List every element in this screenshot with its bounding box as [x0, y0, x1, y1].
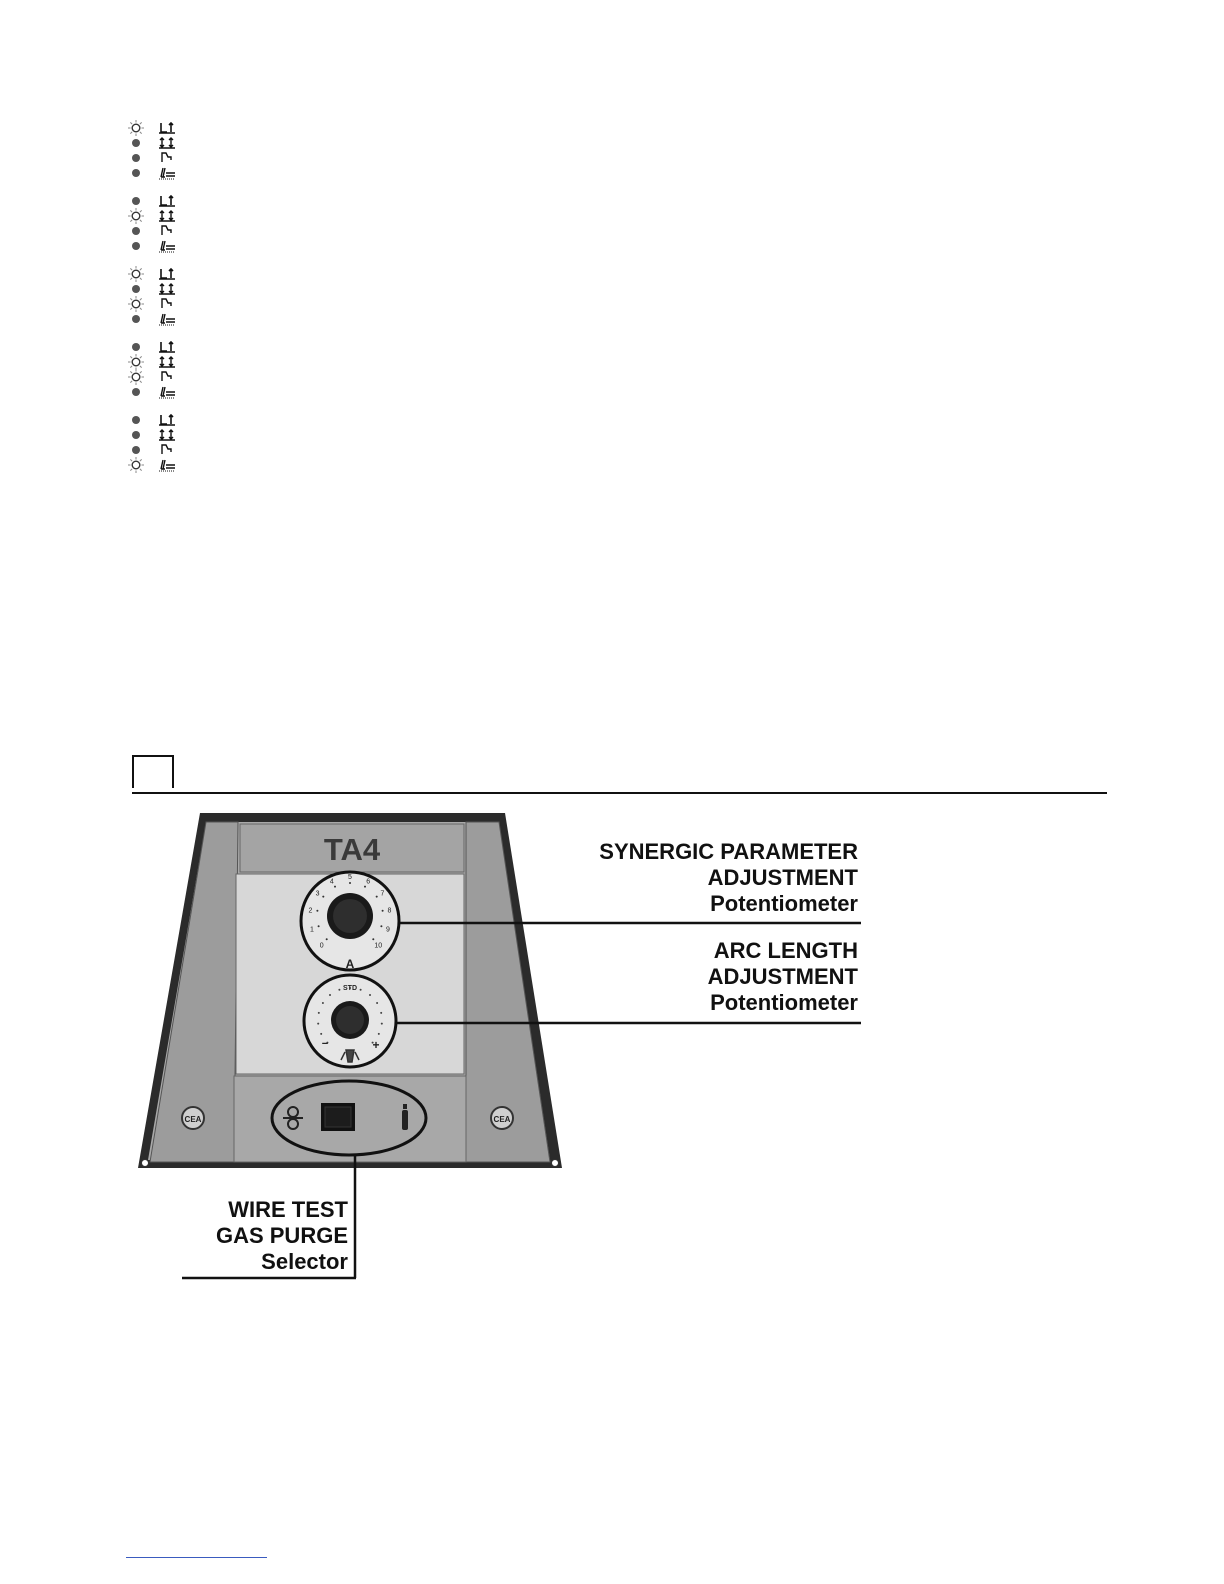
dial-tick — [322, 1002, 324, 1004]
dial-tick — [326, 938, 328, 940]
led-off-icon — [128, 384, 144, 400]
dial-tick — [376, 896, 378, 898]
dial-scale-label: 1 — [310, 926, 314, 934]
dial-tick — [349, 882, 351, 884]
torch-icon — [156, 166, 178, 179]
dial-scale-label: 7 — [380, 890, 385, 898]
torch-icon — [156, 385, 178, 398]
led-row — [128, 442, 188, 457]
led-group — [128, 266, 188, 326]
led-lit-icon — [128, 354, 144, 370]
torch-icon — [156, 239, 178, 252]
four-stroke-icon — [156, 428, 178, 441]
synergic-parameter-dial[interactable] — [301, 872, 399, 971]
dial-tick — [378, 1033, 380, 1035]
dial-tick — [372, 938, 374, 940]
dial-tick — [338, 989, 340, 991]
led-off-icon — [128, 135, 144, 151]
two-stroke-icon — [156, 267, 178, 280]
dial-tick — [364, 886, 366, 888]
spot-timer-icon — [156, 151, 178, 164]
led-row — [128, 238, 188, 253]
section-divider — [132, 792, 1107, 794]
dial-tick — [318, 925, 320, 927]
led-off-icon — [128, 412, 144, 428]
section-number-box — [132, 755, 174, 788]
two-stroke-icon — [156, 121, 178, 134]
dial-tick — [322, 896, 324, 898]
spot-timer-icon — [156, 297, 178, 310]
led-off-icon — [128, 442, 144, 458]
led-row — [128, 281, 188, 296]
four-stroke-icon — [156, 136, 178, 149]
dial-tick — [329, 994, 331, 996]
led-row — [128, 266, 188, 281]
led-lit-icon — [128, 120, 144, 136]
led-row — [128, 339, 188, 354]
led-row — [128, 208, 188, 223]
led-row — [128, 457, 188, 472]
led-row — [128, 135, 188, 150]
led-row — [128, 165, 188, 180]
led-row — [128, 120, 188, 135]
std-label: STD — [343, 985, 357, 992]
led-row — [128, 223, 188, 238]
dial-tick — [317, 1023, 319, 1025]
spot-timer-icon — [156, 370, 178, 383]
led-group — [128, 412, 188, 472]
dial-scale-label: 6 — [366, 878, 371, 886]
dial-scale-label: 0 — [319, 942, 324, 950]
led-row — [128, 150, 188, 165]
led-group — [128, 339, 188, 399]
svg-text:CEA: CEA — [493, 1115, 511, 1124]
dial-tick — [380, 925, 382, 927]
cea-logo-left — [182, 1107, 204, 1129]
minus-label: − — [321, 1038, 329, 1050]
led-row — [128, 427, 188, 442]
led-row — [128, 354, 188, 369]
led-lit-icon — [128, 296, 144, 312]
four-stroke-icon — [156, 209, 178, 222]
led-lit-icon — [128, 266, 144, 282]
arc-length-label: ARC LENGTH ADJUSTMENT Potentiometer — [707, 938, 858, 1015]
led-lit-icon — [128, 369, 144, 385]
led-group — [128, 193, 188, 253]
spot-timer-icon — [156, 224, 178, 237]
dial-unit-label: A — [345, 957, 355, 971]
led-lit-icon — [128, 457, 144, 473]
two-stroke-icon — [156, 340, 178, 353]
led-off-icon — [128, 193, 144, 209]
led-lit-icon — [128, 208, 144, 224]
dial-tick — [369, 994, 371, 996]
dial-tick — [318, 1012, 320, 1014]
led-off-icon — [128, 281, 144, 297]
spot-timer-icon — [156, 443, 178, 456]
dial-tick — [376, 1002, 378, 1004]
led-row — [128, 296, 188, 311]
two-stroke-icon — [156, 194, 178, 207]
dial-scale-label: 10 — [374, 942, 383, 950]
dial-tick — [334, 886, 336, 888]
dial-tick — [381, 1023, 383, 1025]
led-row — [128, 193, 188, 208]
dial-tick — [320, 1033, 322, 1035]
dial-scale-label: 8 — [387, 907, 392, 915]
torch-icon — [156, 312, 178, 325]
led-off-icon — [128, 311, 144, 327]
four-stroke-icon — [156, 355, 178, 368]
dial-scale-label: 4 — [329, 878, 334, 886]
led-row — [128, 384, 188, 399]
dial-tick — [316, 910, 318, 912]
arc-length-dial[interactable] — [304, 975, 396, 1067]
dial-tick — [360, 989, 362, 991]
led-row — [128, 412, 188, 427]
dial-scale-label: 9 — [386, 926, 390, 934]
dial-scale-label: 2 — [308, 907, 313, 915]
torch-icon — [156, 458, 178, 471]
led-off-icon — [128, 165, 144, 181]
led-off-icon — [128, 223, 144, 239]
dial-tick — [380, 1012, 382, 1014]
dial-scale-label: 5 — [348, 874, 352, 881]
svg-text:CEA: CEA — [184, 1115, 202, 1124]
two-stroke-icon — [156, 413, 178, 426]
led-legend — [128, 120, 188, 485]
four-stroke-icon — [156, 282, 178, 295]
led-off-icon — [128, 427, 144, 443]
synergic-label: SYNERGIC PARAMETER ADJUSTMENT Potentiometer — [599, 839, 858, 916]
led-group — [128, 120, 188, 180]
cea-logo-right — [491, 1107, 513, 1129]
wire-test-label: WIRE TEST GAS PURGE Selector — [215, 1197, 348, 1274]
footer-link-underline — [126, 1557, 267, 1558]
led-off-icon — [128, 150, 144, 166]
plus-label: + — [372, 1038, 380, 1052]
model-name: TA4 — [323, 832, 381, 867]
led-row — [128, 311, 188, 326]
dial-scale-label: 3 — [315, 890, 320, 898]
led-row — [128, 369, 188, 384]
led-off-icon — [128, 339, 144, 355]
led-off-icon — [128, 238, 144, 254]
dial-tick — [382, 910, 384, 912]
